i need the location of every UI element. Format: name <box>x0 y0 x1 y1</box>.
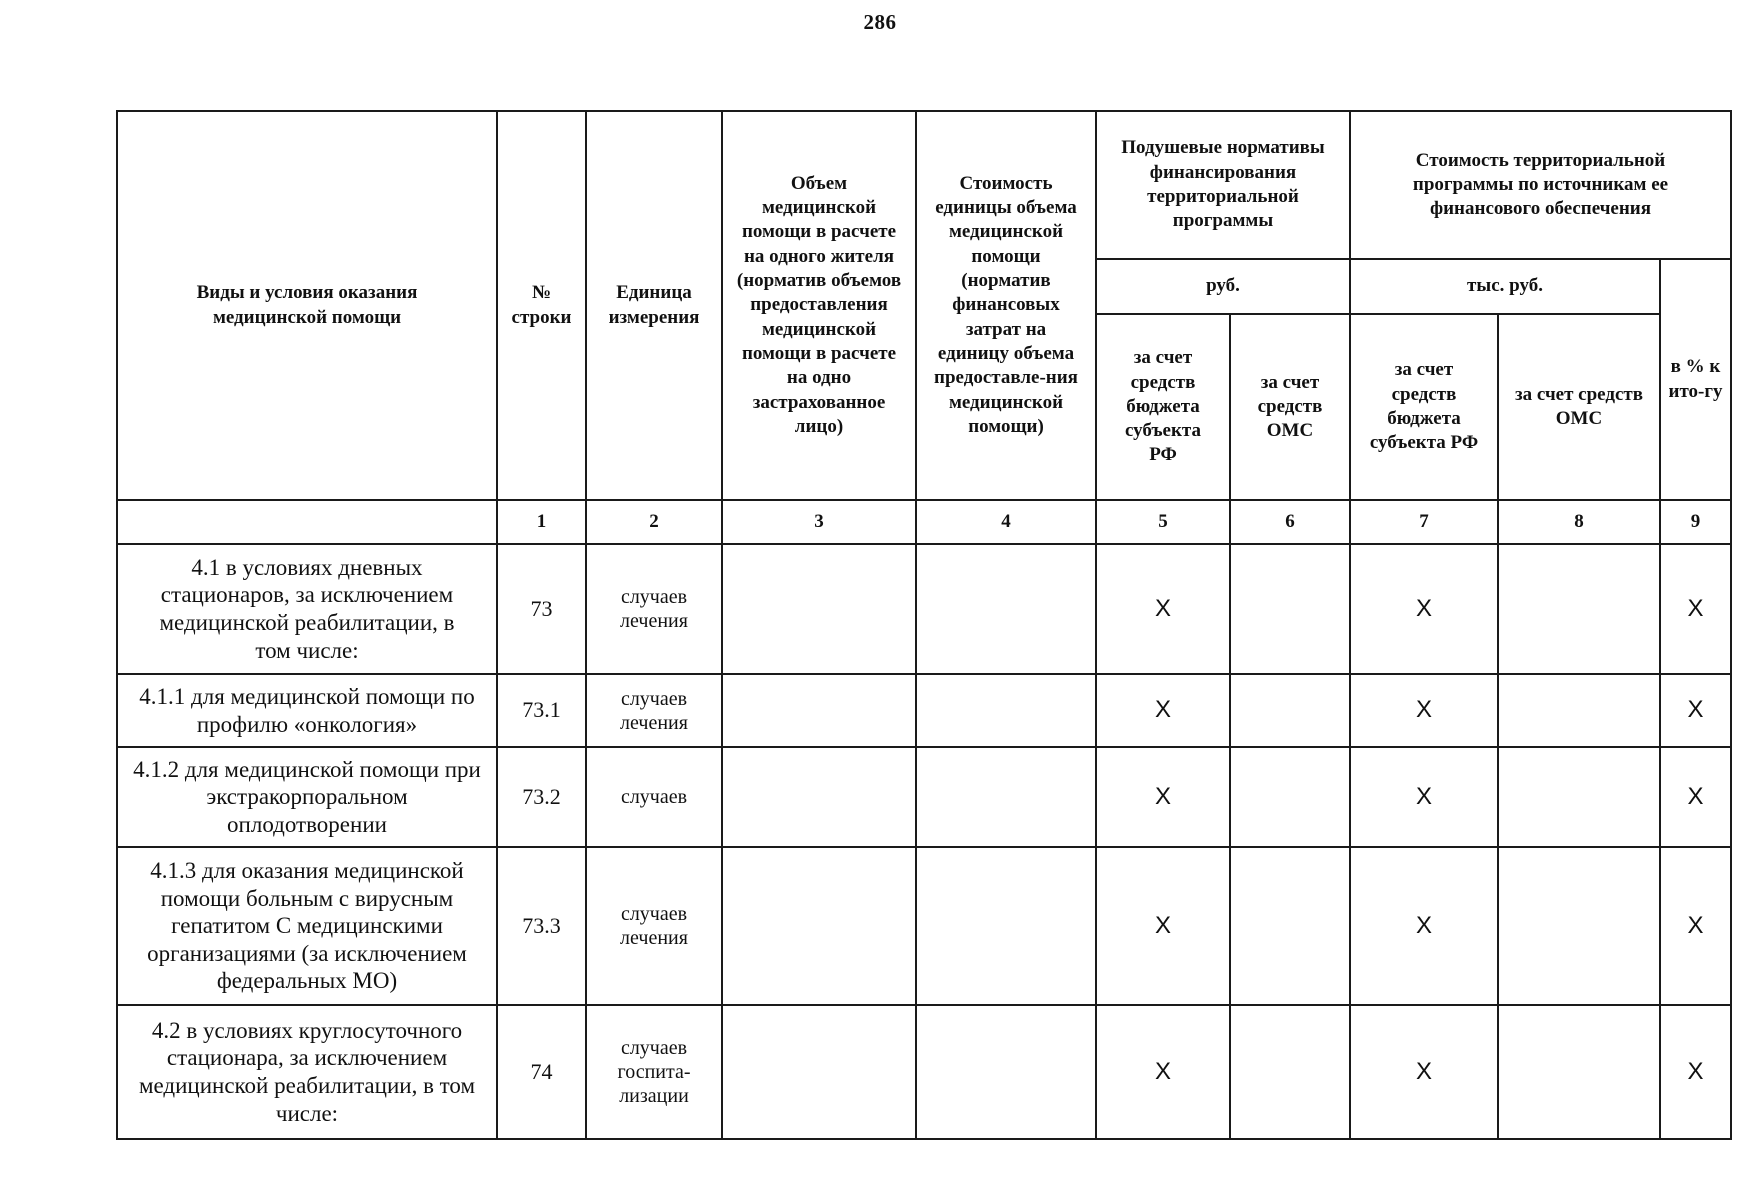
table-row <box>117 1005 1731 1139</box>
table-row <box>117 674 1731 747</box>
header-oms-thousand: за счет средств ОМС <box>1498 314 1660 500</box>
cell-percent: X <box>1660 747 1731 847</box>
cell-unit-cost <box>916 847 1096 1005</box>
row-unit: случаев госпита-лизации <box>586 1005 722 1139</box>
cell-budget-rf-rub: X <box>1096 747 1230 847</box>
cell-volume <box>722 674 916 747</box>
row-unit: случаев лечения <box>586 544 722 674</box>
cell-percent: X <box>1660 544 1731 674</box>
cell-budget-rf-rub: X <box>1096 847 1230 1005</box>
cell-volume <box>722 544 916 674</box>
header-unit-rub: руб. <box>1096 259 1350 314</box>
cell-volume <box>722 747 916 847</box>
header-unit-cost: Стоимость единицы объема медицинской помощи (норматив финансовых затрат на единицу объема предоставле-ния медицинской помощи) <box>916 111 1096 500</box>
cell-oms-rub <box>1230 1005 1350 1139</box>
cell-oms-thousand <box>1498 747 1660 847</box>
cell-oms-rub <box>1230 544 1350 674</box>
cell-budget-rf-thousand: X <box>1350 674 1498 747</box>
table-row <box>117 544 1731 674</box>
table-row <box>117 747 1731 847</box>
cell-oms-rub <box>1230 847 1350 1005</box>
header-budget-rf-rub: за счет средств бюджета субъекта РФ <box>1096 314 1230 500</box>
row-label: 4.1.2 для медицинской помощи при экстракорпоральном оплодотворении <box>117 747 497 847</box>
row-label: 4.2 в условиях круглосуточного стационара, за исключением медицинской реабилитации, в том числе: <box>117 1005 497 1139</box>
cell-oms-thousand <box>1498 1005 1660 1139</box>
header-program-cost: Стоимость территориальной программы по источникам ее финансового обеспечения <box>1350 111 1731 259</box>
row-number: 73.3 <box>497 847 586 1005</box>
page-number: 286 <box>863 10 897 34</box>
cell-oms-rub <box>1230 674 1350 747</box>
cell-budget-rf-thousand: X <box>1350 847 1498 1005</box>
column-number: 3 <box>722 500 916 544</box>
column-number: 2 <box>586 500 722 544</box>
cell-oms-thousand <box>1498 847 1660 1005</box>
cell-percent: X <box>1660 674 1731 747</box>
row-number: 73 <box>497 544 586 674</box>
column-number: 6 <box>1230 500 1350 544</box>
cell-budget-rf-rub: X <box>1096 1005 1230 1139</box>
column-number: 9 <box>1660 500 1731 544</box>
row-unit: случаев лечения <box>586 847 722 1005</box>
cell-oms-thousand <box>1498 674 1660 747</box>
row-label: 4.1 в условиях дневных стационаров, за исключением медицинской реабилитации, в том числе: <box>117 544 497 674</box>
cell-budget-rf-thousand: X <box>1350 747 1498 847</box>
cell-percent: X <box>1660 1005 1731 1139</box>
row-number: 73.2 <box>497 747 586 847</box>
header-oms-rub: за счет средств ОМС <box>1230 314 1350 500</box>
header-budget-rf-thousand: за счет средств бюджета субъекта РФ <box>1350 314 1498 500</box>
row-unit: случаев <box>586 747 722 847</box>
column-number: 5 <box>1096 500 1230 544</box>
header-volume-per-capita: Объем медицинской помощи в расчете на одного жителя (норматив объемов предоставления медицинской помощи в расчете на одно застрахованное лицо) <box>722 111 916 500</box>
cell-volume <box>722 847 916 1005</box>
column-number: 1 <box>497 500 586 544</box>
cell-budget-rf-rub: X <box>1096 674 1230 747</box>
row-label: 4.1.1 для медицинской помощи по профилю «онкология» <box>117 674 497 747</box>
cell-budget-rf-rub: X <box>1096 544 1230 674</box>
cell-unit-cost <box>916 674 1096 747</box>
cell-volume <box>722 1005 916 1139</box>
header-row-number: № строки <box>497 111 586 500</box>
cell-budget-rf-thousand: X <box>1350 1005 1498 1139</box>
column-number-blank <box>117 500 497 544</box>
header-types-of-care: Виды и условия оказания медицинской помощи <box>117 111 497 500</box>
row-unit: случаев лечения <box>586 674 722 747</box>
cell-budget-rf-thousand: X <box>1350 544 1498 674</box>
cell-oms-rub <box>1230 747 1350 847</box>
cell-unit-cost <box>916 1005 1096 1139</box>
financing-table <box>116 110 1732 1140</box>
cell-oms-thousand <box>1498 544 1660 674</box>
row-number: 74 <box>497 1005 586 1139</box>
header-unit: Единица измерения <box>586 111 722 500</box>
cell-percent: X <box>1660 847 1731 1005</box>
column-number: 4 <box>916 500 1096 544</box>
header-per-capita-norms: Подушевые нормативы финансирования территориальной программы <box>1096 111 1350 259</box>
row-number: 73.1 <box>497 674 586 747</box>
table-row <box>117 847 1731 1005</box>
column-number: 8 <box>1498 500 1660 544</box>
column-number: 7 <box>1350 500 1498 544</box>
row-label: 4.1.3 для оказания медицинской помощи больным с вирусным гепатитом С медицинскими организациями (за исключением федеральных МО) <box>117 847 497 1005</box>
header-unit-thousand-rub: тыс. руб. <box>1350 259 1660 314</box>
header-percent-of-total: в % к ито-гу <box>1660 259 1731 500</box>
cell-unit-cost <box>916 544 1096 674</box>
cell-unit-cost <box>916 747 1096 847</box>
